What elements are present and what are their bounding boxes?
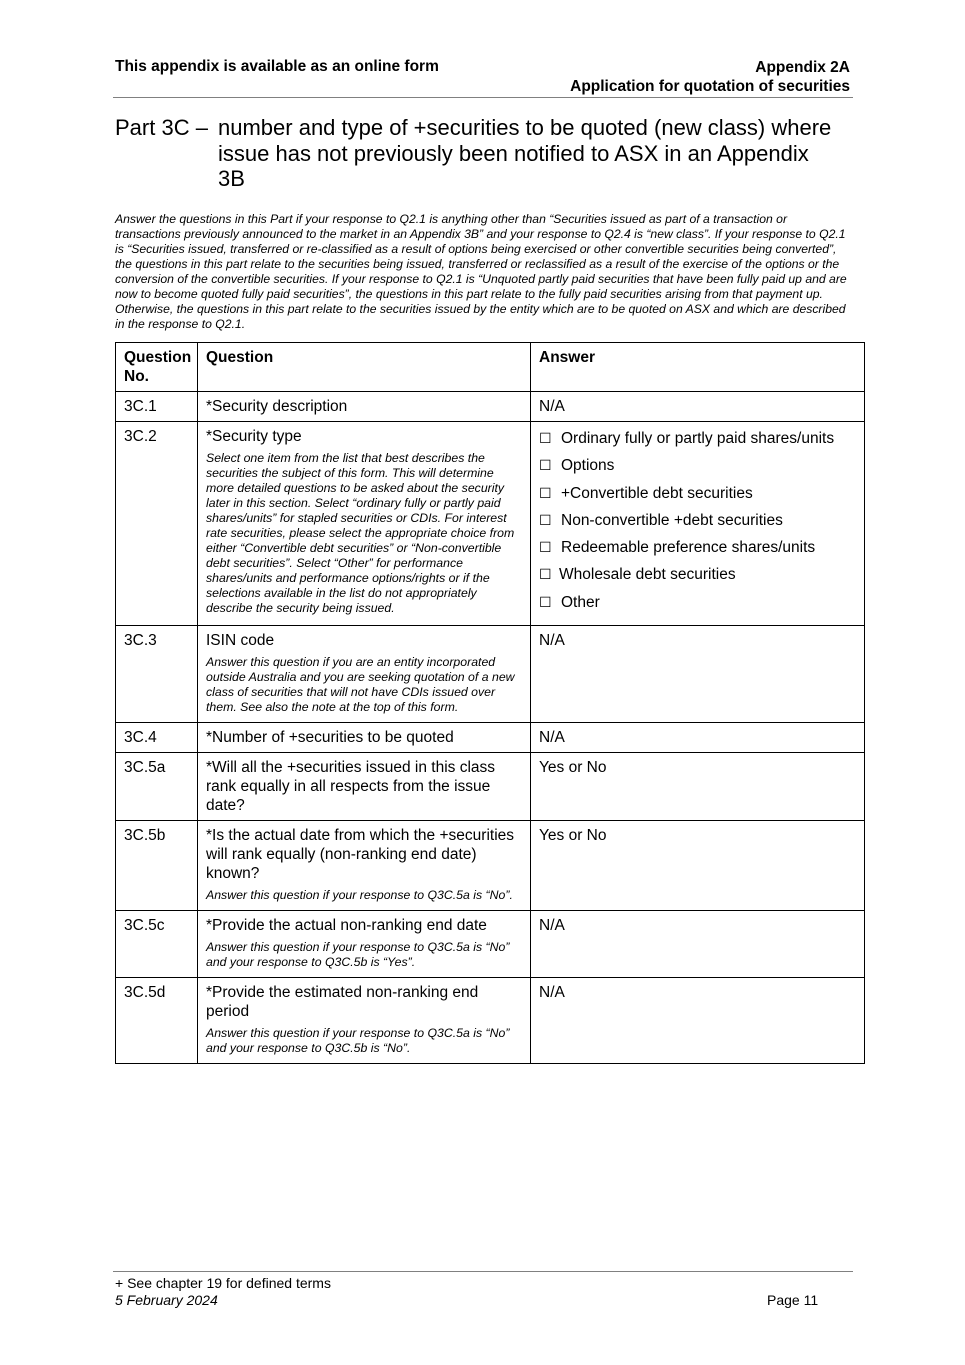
table-row (116, 723, 865, 753)
question-text: ISIN code (206, 632, 275, 650)
footer-divider (113, 1271, 853, 1272)
security-type-options (531, 422, 865, 626)
question-note: Answer this question if you are an entity incorporated outside Australia and you are seeking quotation of a new class of securities that will not have CDIs issued over them. See also the note at the top of this form. (206, 655, 515, 715)
question-text: *Will all the +securities issued in this class rank equally in all respects from the issue date? (198, 753, 531, 821)
question-text: *Provide the estimated non-ranking end period (206, 984, 479, 1021)
question-cell (198, 978, 531, 1064)
question-text: *Is the actual date from which the +securities will rank equally (non-ranking end date) known? (206, 827, 515, 883)
option-label: Wholesale debt securities (559, 566, 736, 584)
table-row (116, 821, 865, 911)
question-no: 3C.5c (116, 911, 198, 978)
question-note: Answer this question if your response to Q3C.5a is “No” and your response to Q3C.5b is “No”. (206, 1026, 510, 1056)
answer-field[interactable]: Yes or No (531, 821, 865, 911)
header-appendix-number: Appendix 2A (755, 59, 850, 76)
header-online-form-note: This appendix is available as an online form (115, 58, 439, 75)
checkbox-icon[interactable]: ☐ (539, 512, 552, 529)
header-question: Question (198, 343, 531, 392)
table-row (116, 911, 865, 978)
checkbox-icon[interactable]: ☐ (539, 485, 552, 502)
question-no: 3C.1 (116, 392, 198, 422)
answer-field[interactable]: N/A (531, 626, 865, 723)
page-number: Page 11 (767, 1292, 819, 1308)
header-appendix-subtitle: Application for quotation of securities (570, 78, 850, 95)
footer-date: 5 February 2024 (115, 1292, 218, 1308)
option-convertible-debt[interactable] (539, 484, 856, 504)
option-label: Other (561, 593, 600, 611)
question-text: *Security description (198, 392, 531, 422)
table-row (116, 753, 865, 821)
table-row (116, 978, 865, 1064)
question-cell (198, 626, 531, 723)
option-other[interactable] (539, 593, 856, 613)
question-no: 3C.4 (116, 723, 198, 753)
checkbox-icon[interactable]: ☐ (539, 567, 552, 584)
checkbox-icon[interactable]: ☐ (539, 458, 552, 475)
question-cell (198, 422, 531, 626)
question-no: 3C.5a (116, 753, 198, 821)
question-text: *Number of +securities to be quoted (198, 723, 531, 753)
option-label: +Convertible debt securities (561, 484, 753, 502)
option-redeemable-preference[interactable] (539, 538, 856, 558)
answer-field[interactable]: N/A (531, 911, 865, 978)
table-row (116, 392, 865, 422)
question-table (115, 342, 865, 1064)
checkbox-icon[interactable]: ☐ (539, 431, 552, 447)
option-ordinary-shares[interactable] (539, 429, 856, 449)
question-note: Select one item from the list that best describes the securities the subject of this form. This will determine more detailed questions to be asked about the security later in this section. Select “ordinary fully or partly paid shares/units” for stapled securities or CDIs. For interest rate securities, please select the appropriate choice from either “Convertible debt securities” or “Non-convertible debt securities”. Select “Other” for performance shares/units and performance options/rights or if the selections available in the list do not appropriately describe the security being issued. (206, 451, 515, 615)
answer-field[interactable]: N/A (531, 723, 865, 753)
question-text: *Security type (206, 428, 302, 445)
header-answer: Answer (531, 343, 865, 392)
answer-field[interactable]: N/A (531, 978, 865, 1064)
option-label: Ordinary fully or partly paid shares/units (561, 430, 835, 447)
question-no: 3C.2 (116, 422, 198, 626)
option-label: Redeemable preference shares/units (561, 539, 816, 557)
part-instructions: Answer the questions in this Part if your response to Q2.1 is anything other than “Securities issued as part of a transaction or transactions previously announced to the market in an Appendix 3B” and your response to Q2.4 is “new class”. If your response to Q2.1 is “Securities issued, transferred or re-classified as a result of options being exercised or other convertible securities being converted”, the questions in this part relate to the securities being issued, transferred or reclassified as a result of the exercise of the options or the conversion of the convertible securities. If your response to Q2.1 is “Unquoted partly paid securities that have been fully paid up and are now to become quoted fully paid securities”, the questions in this part relate to the fully paid securities arising from that payment up. Otherwise, the questions in this part relate to the securities issued by the entity which are to be quoted on ASX and which are described in the response to Q2.1. (115, 212, 847, 331)
checkbox-icon[interactable]: ☐ (539, 594, 552, 611)
header-question-no: Question No. (116, 343, 198, 392)
table-header-row (116, 343, 865, 392)
header-divider (113, 97, 853, 98)
question-note: Answer this question if your response to Q3C.5a is “No”. (206, 888, 513, 903)
question-text: *Provide the actual non-ranking end date (206, 917, 487, 935)
question-cell (198, 821, 531, 911)
checkbox-icon[interactable]: ☐ (539, 540, 552, 557)
option-label: Non-convertible +debt securities (561, 511, 783, 529)
option-label: Options (561, 457, 615, 475)
question-cell (198, 911, 531, 978)
question-no: 3C.5d (116, 978, 198, 1064)
question-no: 3C.5b (116, 821, 198, 911)
header-appendix-title (570, 58, 850, 96)
part-number: Part 3C – (115, 115, 208, 140)
answer-field[interactable]: N/A (531, 392, 865, 422)
option-non-convertible-debt[interactable] (539, 511, 856, 531)
part-title: number and type of +securities to be quoted (new class) where issue has not previously been notified to ASX in an Appendix 3B (218, 115, 832, 191)
part-heading (115, 115, 835, 192)
question-no: 3C.3 (116, 626, 198, 723)
table-row (116, 422, 865, 626)
option-options[interactable] (539, 456, 856, 476)
question-note: Answer this question if your response to Q3C.5a is “No” and your response to Q3C.5b is “Yes”. (206, 940, 510, 970)
option-wholesale-debt[interactable] (539, 565, 856, 585)
answer-field[interactable]: Yes or No (531, 753, 865, 821)
footer-defined-terms: + See chapter 19 for defined terms (115, 1275, 331, 1291)
table-row (116, 626, 865, 723)
